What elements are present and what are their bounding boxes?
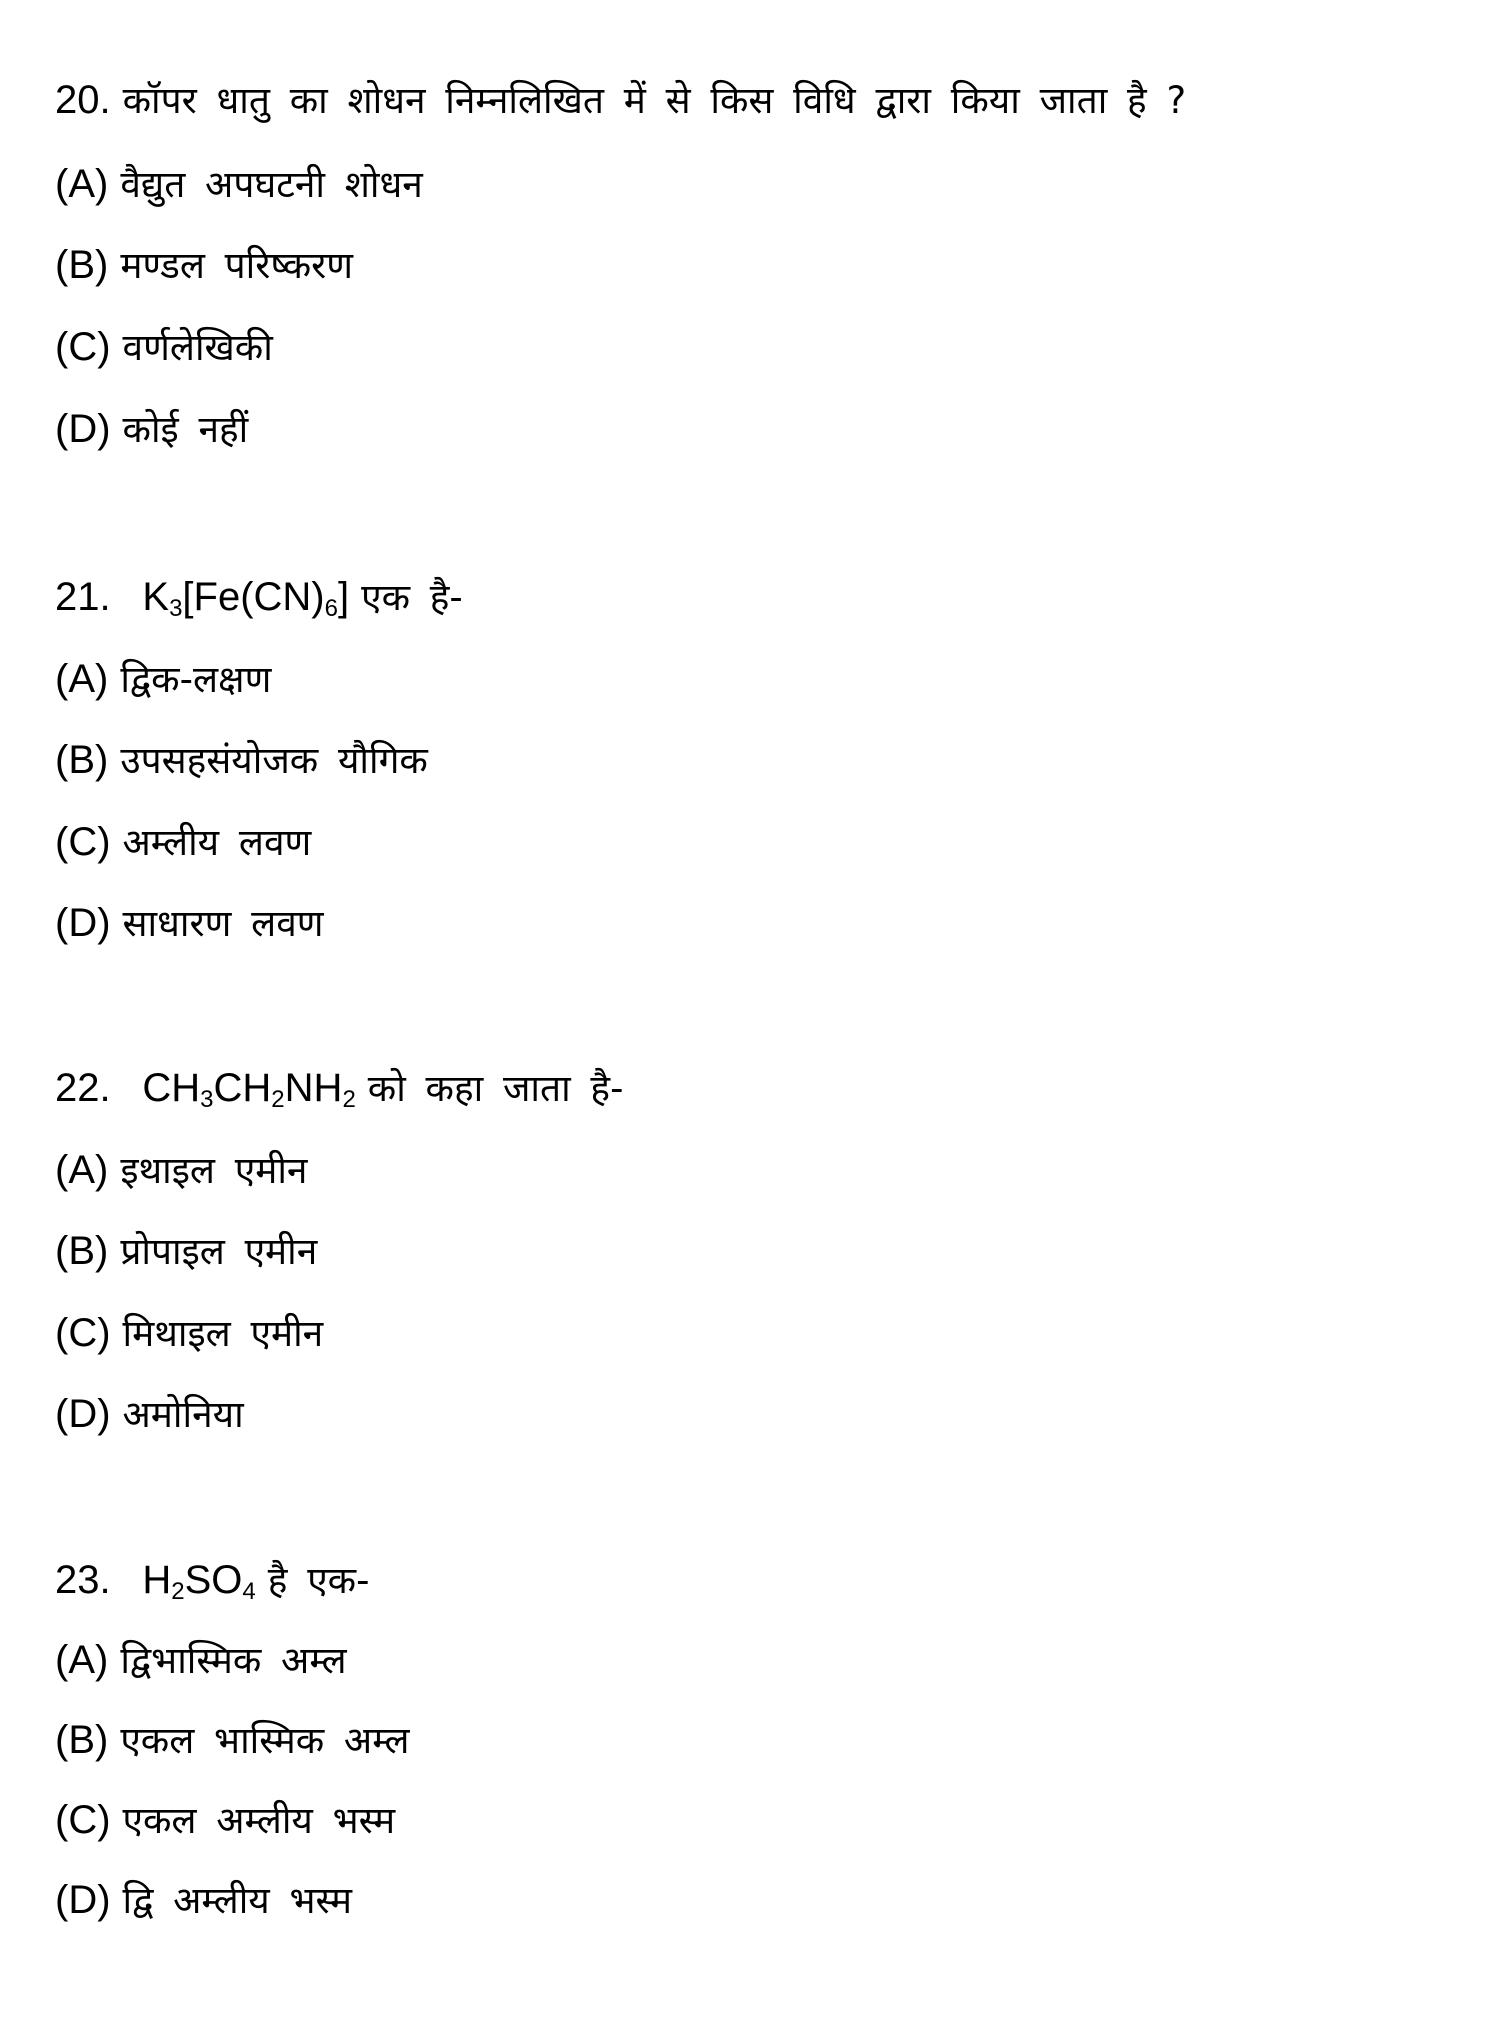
question-text: कॉपर धातु का शोधन निम्नलिखित में से किस विधि द्वारा किया जाता है ? bbox=[122, 79, 1187, 122]
option-a[interactable] bbox=[55, 1145, 307, 1196]
option-b[interactable] bbox=[55, 735, 428, 786]
question-number: 22. bbox=[55, 1066, 111, 1110]
option-text: वर्णलेखिकी bbox=[122, 326, 273, 369]
option-label: (C) bbox=[55, 1311, 111, 1355]
option-label: (A) bbox=[55, 1148, 109, 1192]
question-stem bbox=[55, 75, 1186, 126]
option-label: (B) bbox=[55, 1229, 109, 1273]
option-label: (D) bbox=[55, 1878, 111, 1922]
question-text: है एक- bbox=[267, 1559, 370, 1602]
option-a[interactable] bbox=[55, 159, 423, 210]
option-a[interactable] bbox=[55, 1635, 347, 1686]
option-label: (C) bbox=[55, 1798, 111, 1842]
option-text: मिथाइल एमीन bbox=[122, 1312, 324, 1355]
option-label: (C) bbox=[55, 820, 111, 864]
option-c[interactable] bbox=[55, 322, 273, 373]
option-text: एकल अम्लीय भस्म bbox=[122, 1799, 396, 1842]
option-b[interactable] bbox=[55, 1715, 410, 1766]
option-c[interactable] bbox=[55, 1308, 323, 1359]
option-text: अमोनिया bbox=[122, 1393, 244, 1436]
option-d[interactable] bbox=[55, 898, 324, 949]
option-label: (A) bbox=[55, 162, 109, 206]
option-text: साधारण लवण bbox=[122, 902, 324, 945]
chemical-formula: $H_2SO_4$ bbox=[142, 1558, 256, 1605]
question-text: को कहा जाता है- bbox=[367, 1067, 624, 1110]
option-text: एकल भास्मिक अम्ल bbox=[120, 1719, 410, 1762]
option-b[interactable] bbox=[55, 240, 353, 291]
option-label: (D) bbox=[55, 1392, 111, 1436]
option-label: (D) bbox=[55, 407, 111, 451]
chemical-formula: $CH_3CH_2NH_2$ bbox=[142, 1066, 356, 1113]
question-number: 23. bbox=[55, 1558, 111, 1602]
question-text: एक है- bbox=[361, 576, 463, 619]
option-text: उपसहसंयोजक यौगिक bbox=[120, 739, 428, 782]
question-number: 21. bbox=[55, 575, 111, 619]
option-text: प्रोपाइल एमीन bbox=[120, 1230, 318, 1273]
option-text: वैद्युत अपघटनी शोधन bbox=[120, 163, 423, 206]
option-label: (B) bbox=[55, 1718, 109, 1762]
option-label: (B) bbox=[55, 243, 109, 287]
option-text: मण्डल परिष्करण bbox=[120, 244, 354, 287]
option-b[interactable] bbox=[55, 1226, 317, 1277]
option-text: द्विभास्मिक अम्ल bbox=[120, 1639, 347, 1682]
question-stem bbox=[55, 1063, 623, 1114]
question-stem bbox=[55, 1555, 369, 1606]
question-stem bbox=[55, 572, 463, 623]
option-d[interactable] bbox=[55, 404, 248, 455]
option-text: इथाइल एमीन bbox=[120, 1149, 308, 1192]
option-label: (A) bbox=[55, 1638, 109, 1682]
option-label: (A) bbox=[55, 657, 109, 701]
option-c[interactable] bbox=[55, 1795, 395, 1846]
option-text: अम्लीय लवण bbox=[122, 821, 312, 864]
option-text: कोई नहीं bbox=[122, 408, 249, 451]
option-label: (D) bbox=[55, 901, 111, 945]
option-label: (B) bbox=[55, 738, 109, 782]
option-text: द्वि अम्लीय भस्म bbox=[122, 1879, 353, 1922]
question-number: 20. bbox=[55, 78, 111, 122]
option-d[interactable] bbox=[55, 1875, 352, 1926]
option-text: द्विक-लक्षण bbox=[120, 658, 272, 701]
option-c[interactable] bbox=[55, 817, 311, 868]
option-d[interactable] bbox=[55, 1389, 244, 1440]
option-a[interactable] bbox=[55, 654, 271, 705]
option-label: (C) bbox=[55, 325, 111, 369]
chemical-formula: $K_3[Fe(CN)_6]$ bbox=[142, 575, 350, 622]
